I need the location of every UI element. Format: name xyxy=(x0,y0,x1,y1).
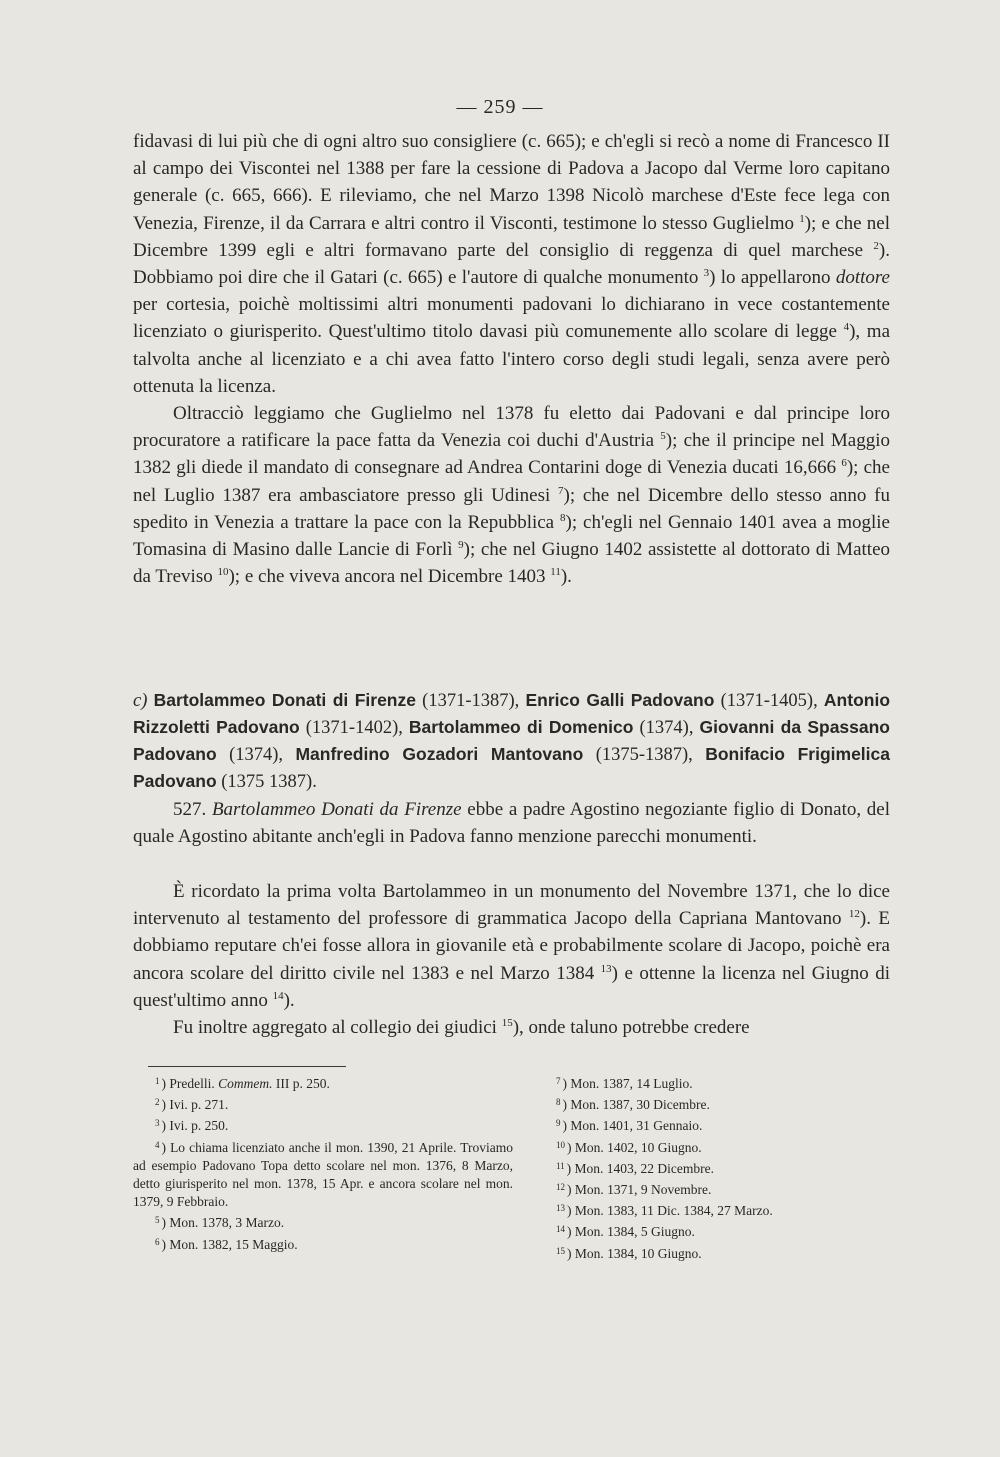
footnote-italic: Commem. xyxy=(218,1076,273,1091)
text-run: ebbe a padre Agostino negoziante figlio di Donato, del quale Agostino abitante anch'egli in Padova fanno menzione parecchi monumenti. xyxy=(133,799,891,848)
footnote-5 xyxy=(133,1211,513,1232)
text-run: per cortesia, poichè moltissimi altri monumenti padovani lo dichiarano in vece costantemente licenziato o giurisperito. Quest'ultimo titolo davasi più comunemente allo scolare di legge xyxy=(133,294,890,343)
heading-dates: (1375-1387), xyxy=(583,745,706,765)
heading-dates: (1371-1387), xyxy=(415,691,526,711)
footnote-ref: 10 xyxy=(217,566,229,579)
footnote-ref: 9 xyxy=(458,539,464,552)
body-text-top xyxy=(133,128,890,590)
footnote-ref: 14 xyxy=(272,989,284,1002)
heading-dates: (1371-1402), xyxy=(299,718,409,738)
text-run: Fu inoltre aggregato al collegio dei giudici xyxy=(173,1017,502,1039)
footnote-ref: 3 xyxy=(703,267,710,280)
body-text-middle xyxy=(133,878,890,1041)
footnote-text: ) Lo chiama licenziato anche il mon. 1390, 21 Aprile. Troviamo ad esempio Padovano Topa detto scolare nel mon. 1376, 8 Marzo, detto giurisperito nel mon. 1378, 15 Apr. e ancora scolare nel mon. 1379, 9 Febbraio. xyxy=(133,1139,513,1210)
footnote-marker: 10 xyxy=(556,1139,565,1150)
text-run: ), ma talvolta anche al licenziato e a chi avea fatto l'intero corso degli studi legali, senza avere però ottenuta la licenza. xyxy=(133,321,890,397)
page-number: — 259 — xyxy=(456,96,544,118)
footnote-text: ) Mon. 1383, 11 Dic. 1384, 27 Marzo. xyxy=(567,1203,773,1219)
paragraph-1 xyxy=(133,128,890,400)
footnote-text: ) Mon. 1401, 31 Gennaio. xyxy=(562,1118,703,1134)
paragraph-5 xyxy=(133,1014,890,1041)
footnote-ref: 1 xyxy=(799,212,805,225)
footnote-ref: 2 xyxy=(873,239,879,252)
footnote-7 xyxy=(556,1072,876,1093)
footnote-marker: 5 xyxy=(155,1215,160,1226)
heading-name: Bartolammeo di Domenico xyxy=(408,717,634,737)
footnote-marker: 8 xyxy=(556,1097,561,1108)
text-run: ); e che nel Dicembre 1399 egli e altri formavano parte del consiglio di reggenza di quel marchese xyxy=(133,212,890,261)
section-number: 527. xyxy=(173,799,212,820)
heading-name: Giovanni da Spassano Padovano xyxy=(133,717,890,764)
text-run: È ricordato la prima volta Bartolammeo in un monumento del Novembre 1371, che lo dice intervenuto al testamento del professore di grammatica Jacopo della Capriana Mantovano xyxy=(133,881,890,930)
footnote-13 xyxy=(556,1199,876,1220)
footnote-3 xyxy=(133,1114,513,1135)
footnote-divider xyxy=(148,1066,346,1067)
text-run: fidavasi di lui più che di ogni altro suo consigliere (c. 665); e ch'egli si recò a nome di Francesco II al campo dei Viscontei nel 1388 per fare la cessione di Padova a Jacopo dal Verme loro capitano generale (c. 665, 666). E rileviamo, che nel Marzo 1398 Nicolò marchese d'Este fece lega con Venezia, Firenze, il da Carrara e altri contro il Visconti, testimone lo stesso Guglielmo xyxy=(133,131,890,234)
footnote-ref: 5 xyxy=(660,430,666,443)
footnote-marker: 13 xyxy=(556,1203,565,1214)
text-run: ); e che viveva ancora nel Dicembre 1403 xyxy=(228,566,551,588)
heading-name: Manfredino Gozadori Mantovano xyxy=(295,744,584,764)
footnote-ref: 15 xyxy=(501,1017,513,1030)
footnote-marker: 2 xyxy=(155,1097,160,1108)
heading-dates: (1371-1405), xyxy=(714,691,824,711)
footnote-marker: 15 xyxy=(556,1245,565,1256)
italic-name: Bartolammeo Donati da Firenze xyxy=(211,799,462,820)
text-run: ). E dobbiamo reputare ch'ei fosse allora in giovanile età e probabilmente scolare di Jacopo, poichè era ancora scolare del diritto civile nel 1383 e nel Marzo 1384 xyxy=(133,908,891,984)
text-run: ); ch'egli nel Gennaio 1401 avea a moglie Tomasina di Masino dalle Lancie di Forlì xyxy=(133,511,890,561)
footnote-text: ) Mon. 1387, 30 Dicembre. xyxy=(562,1097,710,1113)
footnote-text: ) Predelli. xyxy=(161,1076,219,1091)
text-run: ) e ottenne la licenza nel Giugno di quest'ultimo anno xyxy=(133,962,890,1011)
text-run: ); che nel Luglio 1387 era ambasciatore presso gli Udinesi xyxy=(133,457,890,506)
footnote-marker: 11 xyxy=(556,1160,565,1171)
footnote-ref: 13 xyxy=(600,962,612,975)
footnote-9 xyxy=(556,1114,876,1135)
footnote-marker: 12 xyxy=(556,1182,565,1193)
text-run: ). xyxy=(560,566,572,588)
footnote-12 xyxy=(556,1178,876,1199)
section-heading xyxy=(133,687,890,795)
heading-name: Enrico Galli Padovano xyxy=(525,690,715,710)
footnote-1 xyxy=(133,1072,513,1093)
footnote-text: ) Mon. 1378, 3 Marzo. xyxy=(161,1215,285,1231)
footnote-marker: 6 xyxy=(155,1236,160,1247)
footnote-marker: 1 xyxy=(155,1076,160,1086)
footnotes-left-column xyxy=(133,1072,513,1254)
footnote-14 xyxy=(556,1220,876,1241)
footnote-ref: 12 xyxy=(848,908,860,921)
footnote-ref: 4 xyxy=(843,321,850,334)
heading-name: Bartolammeo Donati di Firenze xyxy=(153,690,416,710)
heading-name: Bonifacio Frigimelica Padovano xyxy=(133,744,890,791)
footnote-ref: 11 xyxy=(550,566,561,579)
heading-dates: (1374), xyxy=(216,745,296,765)
footnote-ref: 8 xyxy=(560,511,566,524)
text-run: ). xyxy=(283,989,295,1011)
footnote-text: ) Mon. 1384, 10 Giugno. xyxy=(567,1245,702,1261)
text-run: ); che nel Dicembre dello stesso anno fu spedito in Venezia a trattare la pace con la Repubblica xyxy=(133,484,890,533)
footnote-marker: 7 xyxy=(556,1076,561,1086)
footnote-ref: 7 xyxy=(558,484,564,497)
footnote-2 xyxy=(133,1093,513,1114)
footnote-6 xyxy=(133,1233,513,1254)
footnote-11 xyxy=(556,1157,876,1178)
footnote-8 xyxy=(556,1093,876,1114)
italic-term: dottore xyxy=(835,267,890,289)
section-letter: c) xyxy=(133,691,148,711)
text-run: Oltracciò leggiamo che Guglielmo nel 1378 fu eletto dai Padovani e dal principe loro procuratore a ratificare la pace fatta da Venezia coi duchi d'Austria xyxy=(133,403,890,452)
paragraph-4 xyxy=(133,878,890,1014)
footnote-4 xyxy=(133,1136,513,1212)
footnote-text: ) Mon. 1387, 14 Luglio. xyxy=(562,1076,693,1091)
heading-dates: (1374), xyxy=(633,718,700,738)
text-run: ). Dobbiamo poi dire che il Gatari (c. 665) e l'autore di qualche monumento xyxy=(133,239,890,289)
heading-dates: (1375 1387). xyxy=(216,772,317,792)
footnotes-right-column xyxy=(556,1072,876,1263)
footnote-text: ) Mon. 1403, 22 Dicembre. xyxy=(566,1160,715,1176)
text-run: ), onde taluno potrebbe credere xyxy=(512,1017,750,1039)
text-run: ) lo appellarono xyxy=(709,267,836,289)
text-run: ); che nel Giugno 1402 assistette al dottorato di Matteo da Treviso xyxy=(133,539,891,588)
heading-name: Antonio Rizzoletti Padovano xyxy=(133,690,891,737)
footnote-text: III p. 250. xyxy=(272,1076,330,1091)
paragraph-3 xyxy=(133,796,890,850)
footnote-10 xyxy=(556,1136,876,1157)
footnote-text: ) Mon. 1382, 15 Maggio. xyxy=(161,1236,298,1252)
body-text-527 xyxy=(133,796,890,850)
footnote-marker: 14 xyxy=(556,1224,565,1235)
footnote-text: ) Mon. 1384, 5 Giugno. xyxy=(567,1224,695,1240)
footnote-text: ) Mon. 1402, 10 Giugno. xyxy=(567,1139,702,1155)
footnote-15 xyxy=(556,1242,876,1263)
text-run: ); che il principe nel Maggio 1382 gli diede il mandato di consegnare ad Andrea Contarini doge di Venezia ducati 16,666 xyxy=(133,430,890,479)
footnote-marker: 4 xyxy=(155,1139,160,1150)
footnote-marker: 9 xyxy=(556,1118,561,1129)
paragraph-2 xyxy=(133,400,890,590)
footnote-text: ) Mon. 1371, 9 Novembre. xyxy=(567,1182,712,1198)
footnote-text: ) Ivi. p. 250. xyxy=(161,1118,229,1134)
footnote-marker: 3 xyxy=(155,1118,160,1129)
footnote-ref: 6 xyxy=(841,457,847,470)
footnote-text: ) Ivi. p. 271. xyxy=(161,1097,229,1113)
